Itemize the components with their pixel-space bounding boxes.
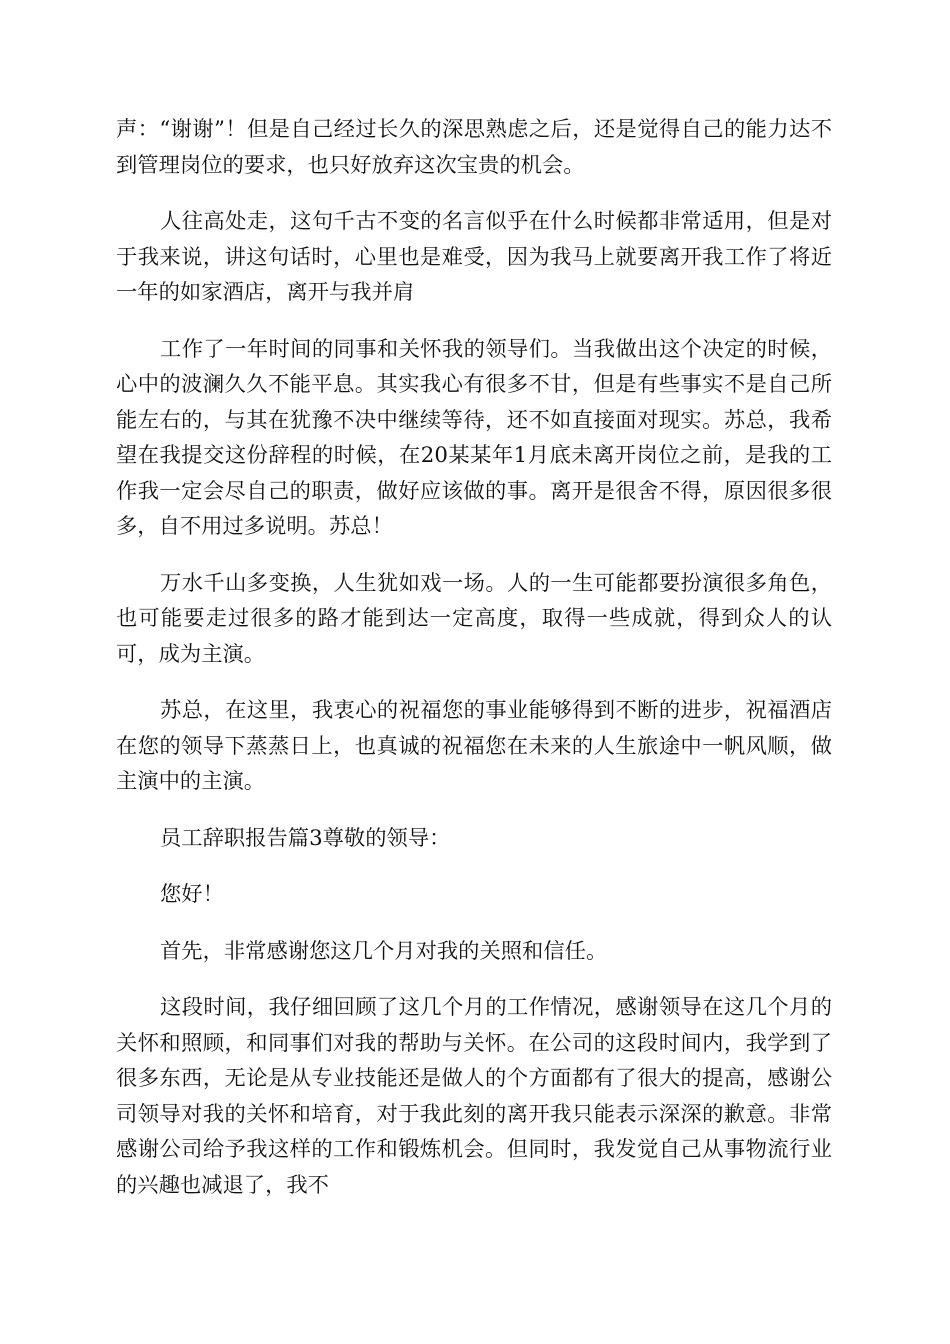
paragraph-blessing: 苏总，在这里，我衷心的祝福您的事业能够得到不断的进步，祝福酒店在您的领导下蒸蒸日上，也真诚的祝福您在未来的人生旅途中一帆风顺，做主演中的主演。 bbox=[116, 698, 832, 794]
paragraph-leaving-hotel: 人往高处走，这句千古不变的名言似乎在什么时候都非常适用，但是对于我来说，讲这句话时，心里也是难受，因为我马上就要离开我工作了将近一年的如家酒店，离开与我并肩 bbox=[116, 209, 832, 305]
paragraph-life-roles: 万水千山多变换，人生犹如戏一场。人的一生可能都要扮演很多角色，也可能要走过很多的路才能到达一定高度，取得一些成就，得到众人的认可，成为主演。 bbox=[116, 570, 832, 667]
paragraph-thanks: 首先，非常感谢您这几个月对我的关照和信任。 bbox=[160, 938, 608, 964]
document-page bbox=[116, 112, 832, 1224]
greeting: 您好！ bbox=[160, 882, 224, 907]
section-heading-report-3: 员工辞职报告篇3尊敬的领导： bbox=[160, 825, 451, 851]
paragraph-decision: 工作了一年时间的同事和关怀我的领导们。当我做出这个决定的时候，心中的波澜久久不能平息。其实我心有很多不甘，但是有些事实不是自己所能左右的，与其在犹豫不决中继续等待，还不如直接面对现实。苏总，我希望在我提交这份辞程的时候，在20某某年1月底未离开岗位之前，是我的工作我一定会尽自己的职责，做好应该做的事。离开是很舍不得，原因很多很多，自不用过多说明。苏总！ bbox=[116, 336, 832, 539]
paragraph-review: 这段时间，我仔细回顾了这几个月的工作情况，感谢领导在这几个月的关怀和照顾，和同事们对我的帮助与关怀。在公司的这段时间内，我学到了很多东西，无论是从专业技能还是做人的个方面都有了很大的提高，感谢公司领导对我的关怀和培育，对于我此刻的离开我只能表示深深的歉意。非常感谢公司给予我这样的工作和锻炼机会。但同时，我发觉自己从事物流行业的兴趣也减退了，我不 bbox=[116, 995, 832, 1198]
paragraph-continuation: 声：“谢谢”！但是自己经过长久的深思熟虑之后，还是觉得自己的能力达不到管理岗位的要求，也只好放弃这次宝贵的机会。 bbox=[116, 117, 832, 178]
